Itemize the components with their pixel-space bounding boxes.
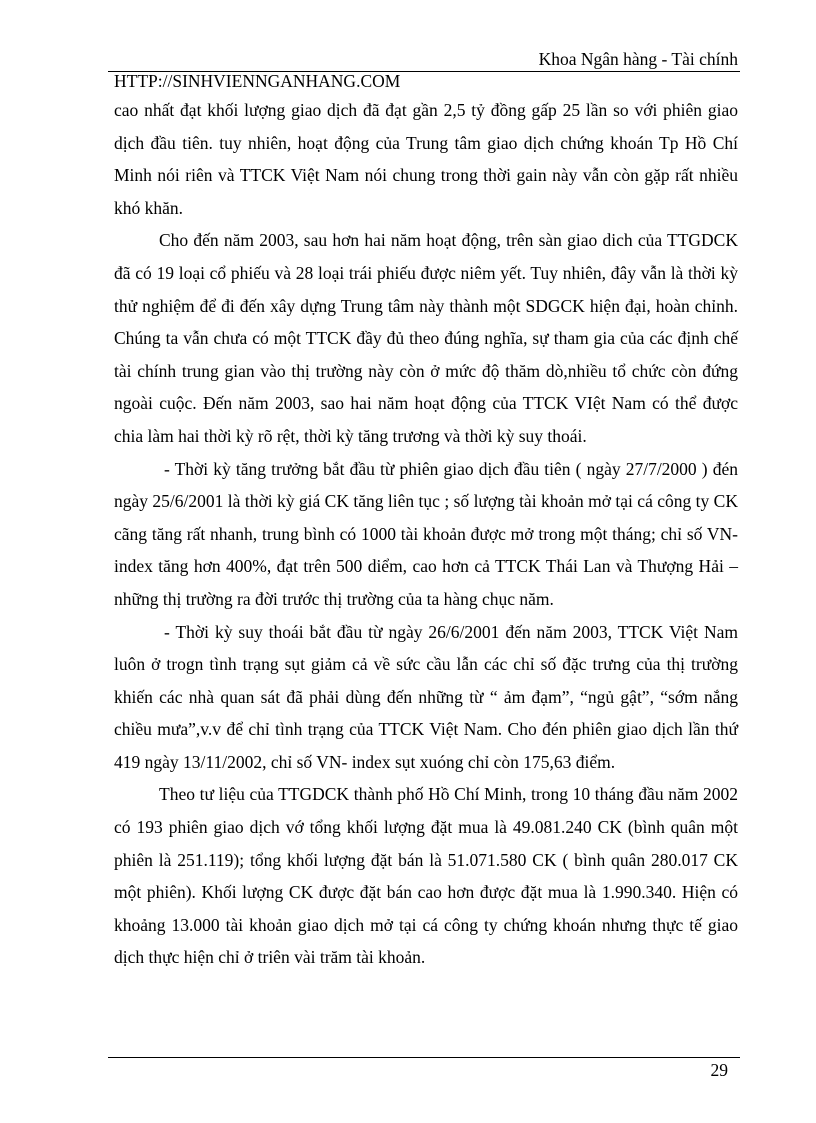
- paragraph-continued: cao nhất đạt khối lượng giao dịch đã đạt gần 2,5 tỷ đồng gấp 25 lần so với phiên giao dịch đầu tiên. tuy nhiên, hoạt động của Trung tâm giao dịch chứng khoán Tp Hồ Chí Minh nói riên và TTCK Việt Nam nói chung trong thời gain này vẫn còn gặp rất nhiều khó khăn.: [114, 100, 738, 218]
- footer-divider: [108, 1057, 740, 1058]
- header-website: HTTP://SINHVIENNGANHANG.COM: [114, 71, 401, 91]
- paragraph-decline-period: - Thời kỳ suy thoái bắt đầu từ ngày 26/6/2001 đến năm 2003, TTCK Việt Nam luôn ở trogn tình trạng sụt giảm cả về sức cầu lẫn các chỉ số đặc trưng của thị trường khiến các nhà quan sát đã phải dùng đến những từ “ ảm đạm”, “ngủ gật”, “sớm nắng chiều mưa”,v.v để chỉ tình trạng của TTCK Việt Nam. Cho đén phiên giao dịch lần thứ 419 ngày 13/11/2002, chỉ số VN- index sụt xuóng chỉ còn 175,63 điểm.: [114, 621, 738, 772]
- header-department: Khoa Ngân hàng - Tài chính: [538, 49, 738, 69]
- page-number: 29: [710, 1060, 728, 1080]
- paragraph-trading-statistics: Theo tư liệu của TTGDCK thành phố Hồ Chí Minh, trong 10 tháng đầu năm 2002 có 193 phiên giao dịch vớ tổng khối lượng đặt mua là 49.081.240 CK (bình quân một phiên là 251.119); tổng khối lượng đặt bán là 51.071.580 CK ( bình quân 280.017 CK một phiên). Khối lượng CK được đặt bán cao hơn được đặt mua là 1.990.340. Hiện có khoảng 13.000 tài khoản giao dịch mở tại cá công ty chứng khoán nhưng thực tế giao dịch thực hiện chỉ ở triên vài trăm tài khoản.: [114, 784, 738, 968]
- paragraph-growth-period: - Thời kỳ tăng trưởng bắt đầu từ phiên giao dịch đầu tiên ( ngày 27/7/2000 ) đén ngày 25/6/2001 là thời kỳ giá CK tăng liên tục ; số lượng tài khoản mở tại cá công ty CK cãng tăng rất nhanh, trung bình có 1000 tài khoản được mở trong một tháng; chỉ số VN- index tăng hơn 400%, đạt trên 500 diểm, cao hơn cả TTCK Thái Lan và Thượng Hải – những thị trường ra đời trước thị trường của ta hàng chục năm.: [114, 458, 738, 609]
- document-body: [114, 94, 738, 974]
- paragraph-overview-2003: Cho đến năm 2003, sau hơn hai năm hoạt động, trên sàn giao dich của TTGDCK đã có 19 loại cổ phiếu và 28 loại trái phiếu được niêm yết. Tuy nhiên, đây vẫn là thời kỳ thử nghiệm để đi đến xây dựng Trung tâm này thành một SDGCK hiện đại, hoàn chỉnh. Chúng ta vẫn chưa có một TTCK đầy đủ theo đúng nghĩa, sự tham gia của các định chế tài chính trung gian vào thị trường này còn ở mức độ thăm dò,nhiều tổ chức còn đứng ngoài cuộc. Đến năm 2003, sao hai năm hoạt động của TTCK VIệt Nam có thể được chia làm hai thời kỳ rõ rệt, thời kỳ tăng trương và thời kỳ suy thoái.: [114, 230, 738, 446]
